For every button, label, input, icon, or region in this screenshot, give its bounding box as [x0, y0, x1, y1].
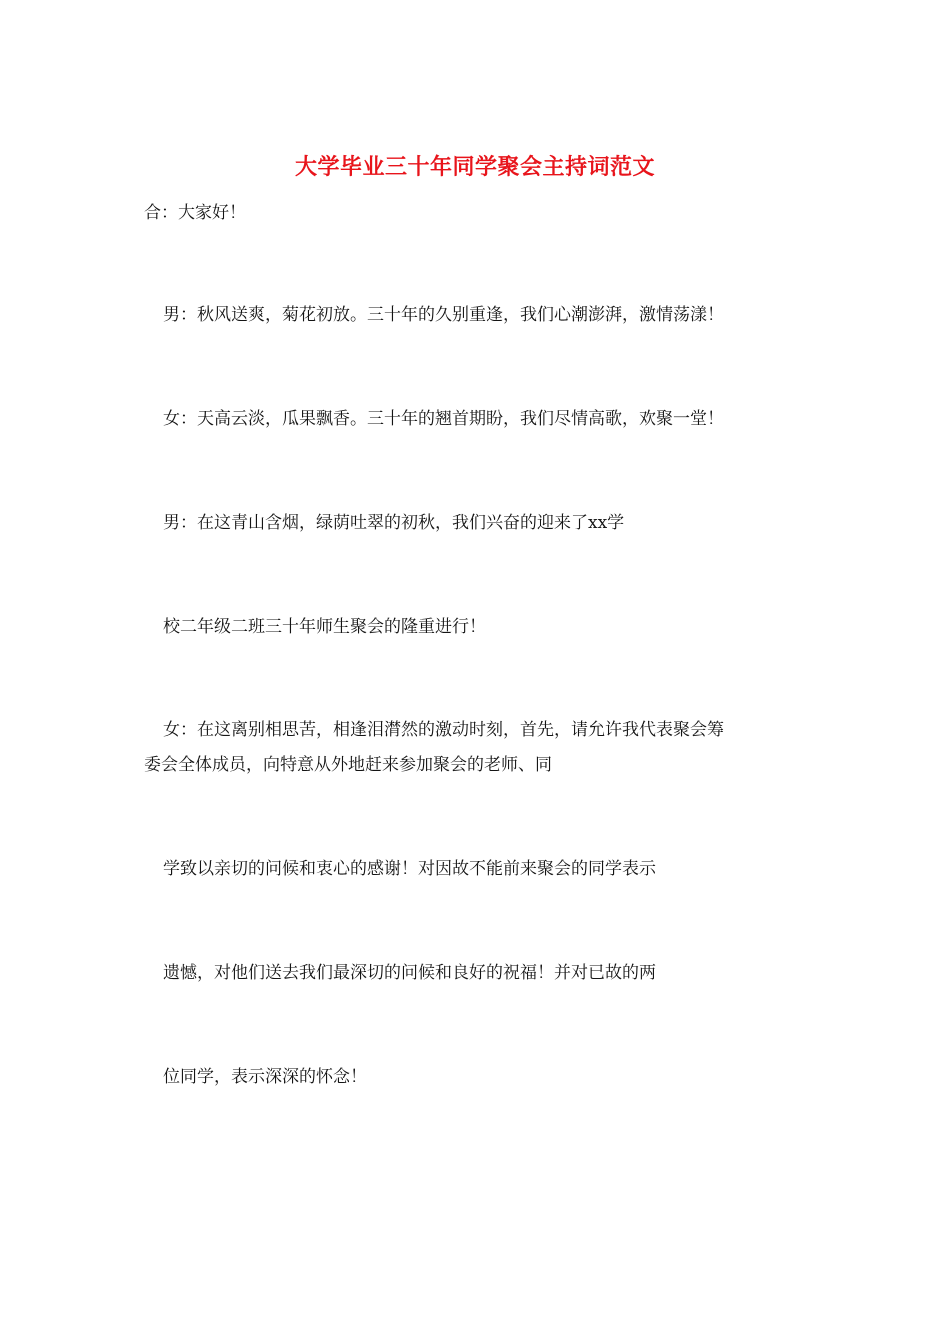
paragraph-line: 男：在这青山含烟，绿荫吐翠的初秋，我们兴奋的迎来了xx学 — [163, 513, 625, 533]
paragraph-line: 遗憾，对他们送去我们最深切的问候和良好的祝福！并对已故的两 — [163, 963, 656, 983]
paragraph-line: 女：天高云淡，瓜果飘香。三十年的翘首期盼，我们尽情高歌，欢聚一堂！ — [163, 409, 724, 429]
paragraph-line: 女：在这离别相思苦，相逢泪潸然的激动时刻，首先，请允许我代表聚会筹 — [163, 720, 724, 740]
paragraph-line: 男：秋风送爽，菊花初放。三十年的久别重逢，我们心潮澎湃，激情荡漾！ — [163, 305, 724, 325]
paragraph-line: 位同学，表示深深的怀念！ — [163, 1067, 367, 1087]
paragraph-line: 校二年级二班三十年师生聚会的隆重进行！ — [163, 617, 486, 637]
paragraph-line: 合：大家好！ — [144, 203, 246, 223]
paragraph-line: 委会全体成员，向特意从外地赶来参加聚会的老师、同 — [144, 755, 552, 775]
paragraph-line: 学致以亲切的问候和衷心的感谢！对因故不能前来聚会的同学表示 — [163, 859, 656, 879]
document-title: 大学毕业三十年同学聚会主持词范文 — [294, 154, 655, 180]
